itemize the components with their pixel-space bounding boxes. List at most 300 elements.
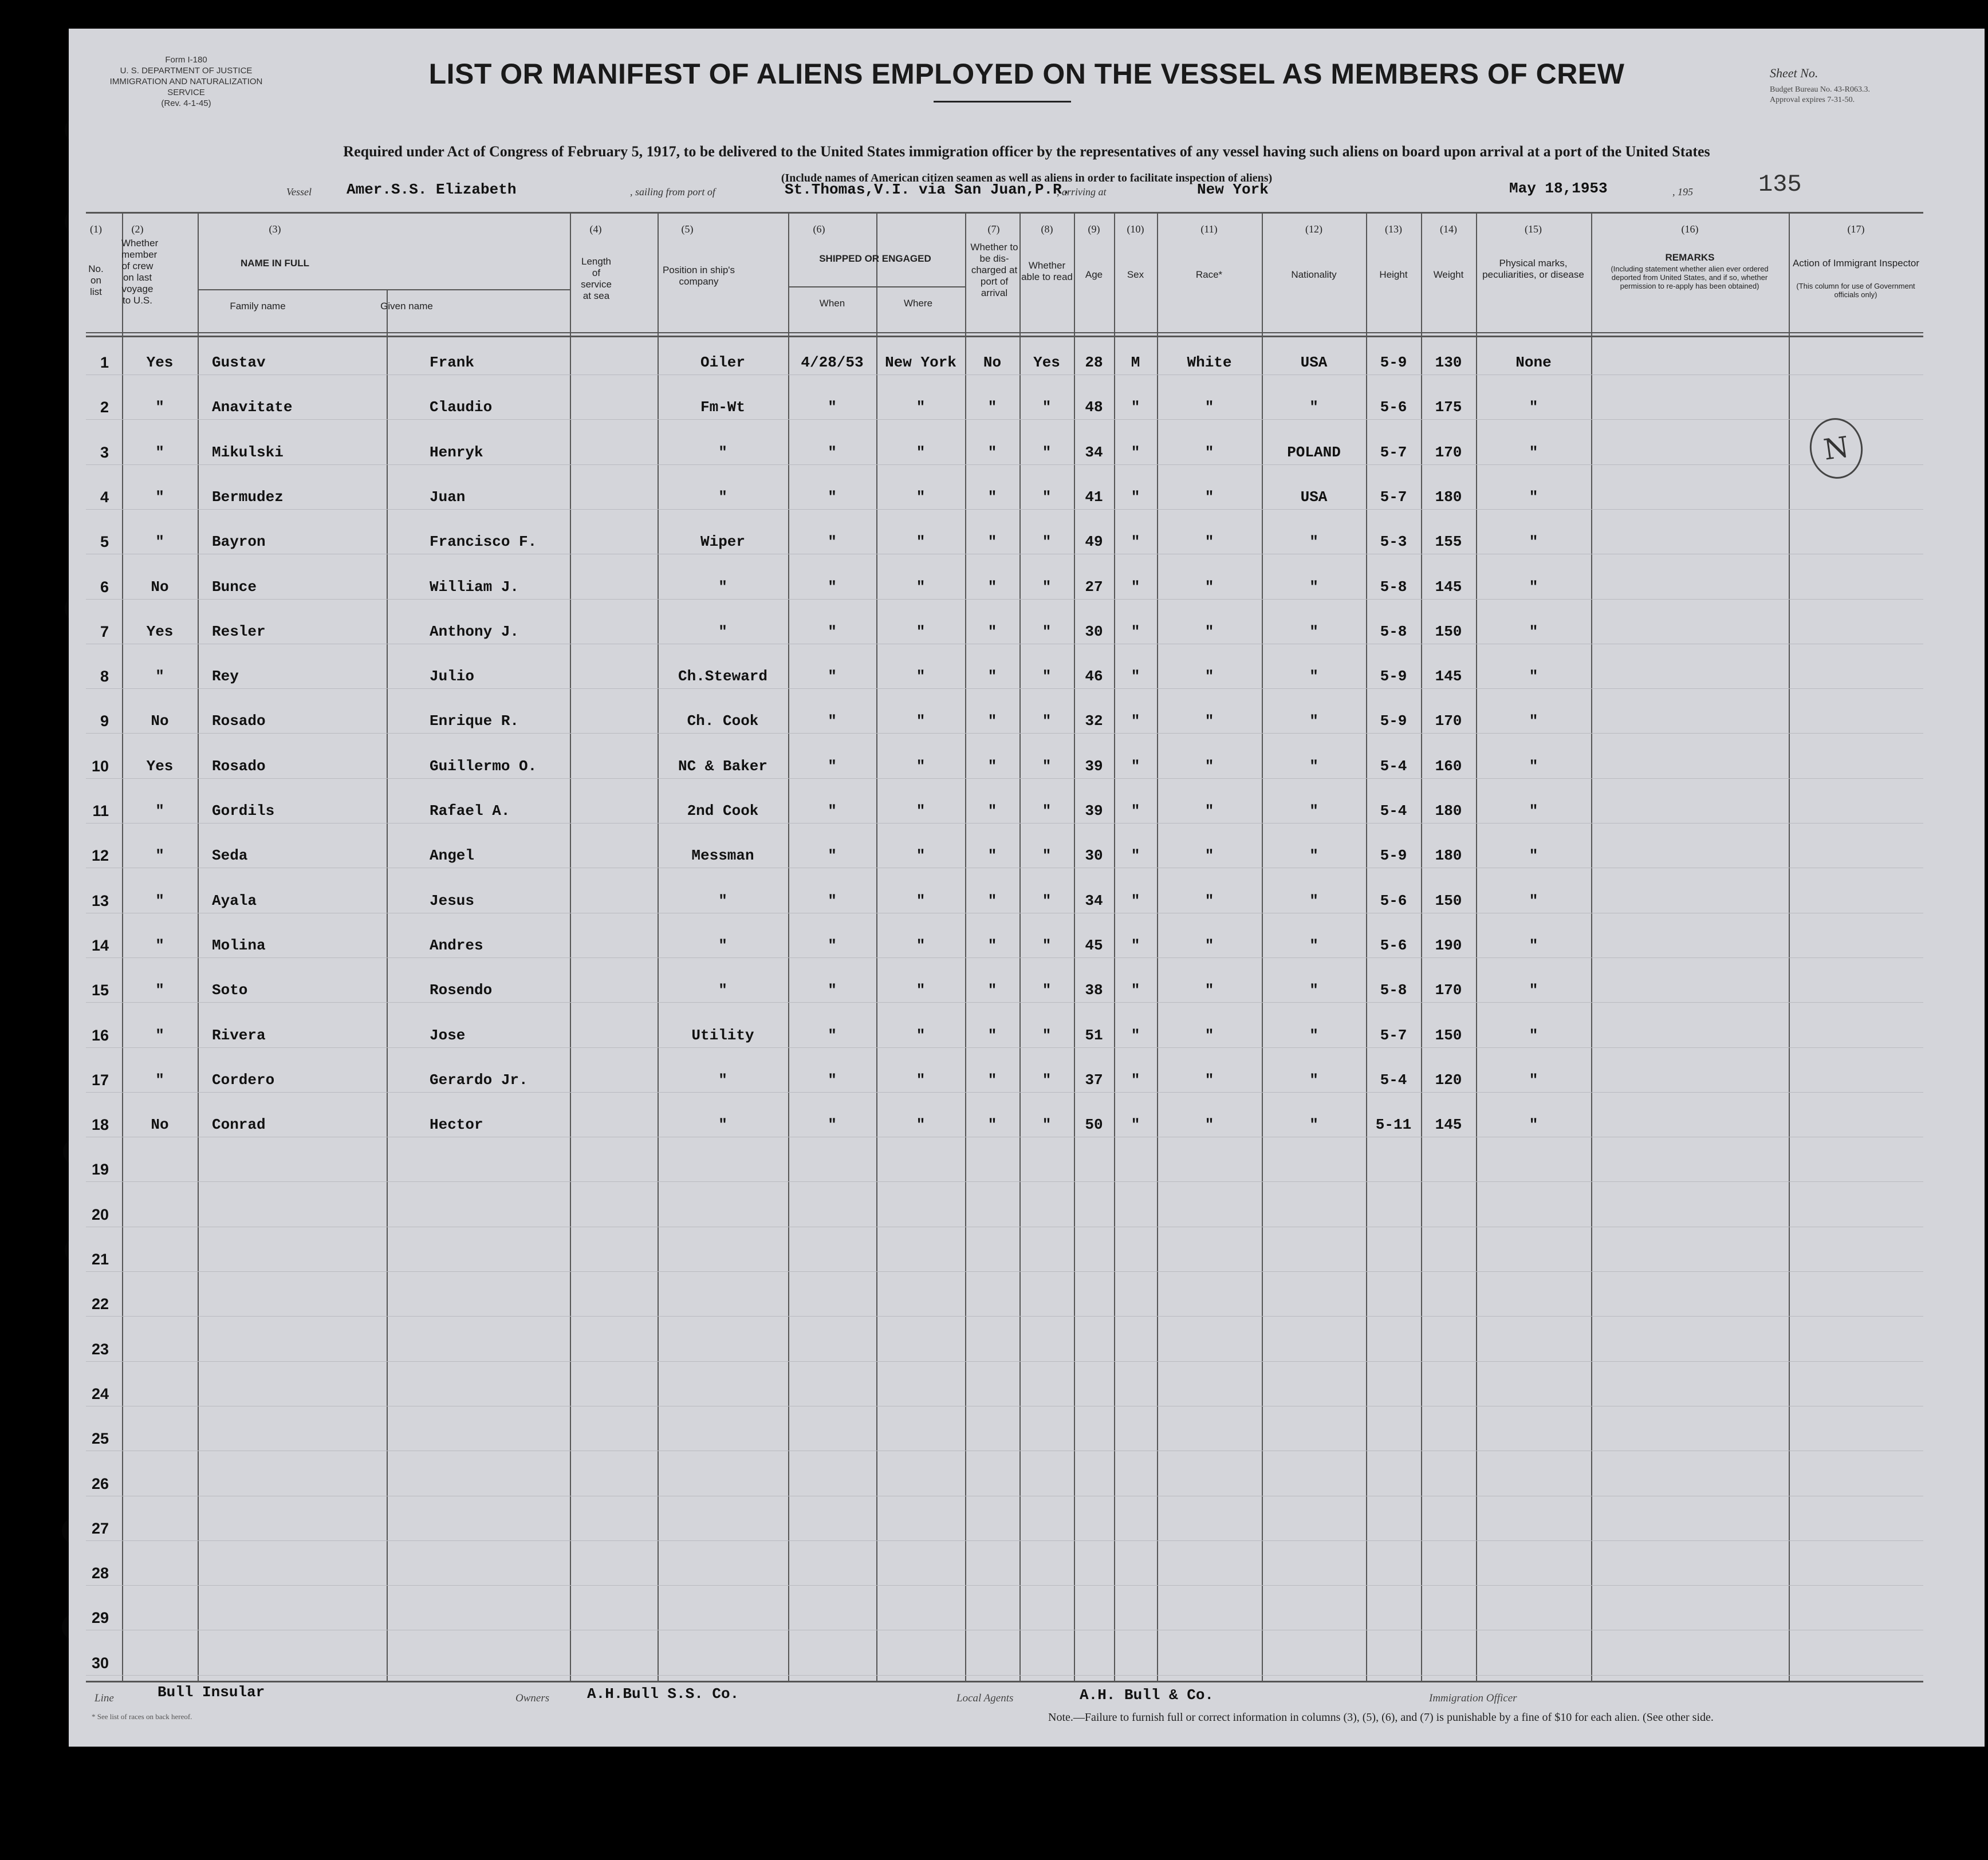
cell-when: " [828, 533, 837, 550]
cell-where: " [916, 623, 926, 640]
row-number: 23 [91, 1341, 109, 1358]
cell-position: Ch. Cook [687, 712, 759, 730]
cell-member: " [155, 533, 164, 550]
cell-sex: " [1131, 1071, 1140, 1089]
row-number: 22 [91, 1295, 109, 1313]
col-action-note: (This column for use of Government officials only) [1796, 282, 1915, 299]
cell-weight: 190 [1435, 937, 1462, 954]
cell-age: 39 [1085, 758, 1103, 775]
cell-sex: " [1131, 758, 1140, 775]
form-dept: U. S. DEPARTMENT OF JUSTICE [120, 66, 253, 76]
cell-age: 41 [1085, 488, 1103, 506]
cell-family: Seda [212, 847, 248, 864]
cell-race: " [1204, 533, 1214, 550]
owners-value: A.H.Bull S.S. Co. [587, 1685, 739, 1703]
port-to: New York [1197, 181, 1269, 198]
cell-family: Soto [212, 982, 248, 999]
cell-sex: " [1131, 982, 1140, 999]
cell-height: 5-7 [1380, 488, 1407, 506]
row-number: 8 [100, 668, 109, 685]
cell-where: " [916, 892, 926, 909]
cell-height: 5-9 [1380, 354, 1407, 371]
cell-age: 49 [1085, 533, 1103, 550]
cell-sex: " [1131, 712, 1140, 730]
cell-member: " [155, 847, 164, 864]
cell-sex: " [1131, 847, 1140, 864]
cell-nationality: " [1309, 533, 1318, 550]
cell-when: " [828, 399, 837, 416]
owners-label: Owners [515, 1692, 550, 1704]
cell-discharged: " [987, 1071, 997, 1089]
row-guide [86, 1361, 1923, 1362]
cell-physical: " [1529, 444, 1538, 461]
cell-when: " [828, 802, 837, 819]
cell-given: Enrique R. [430, 712, 519, 730]
cell-discharged: " [987, 982, 997, 999]
cell-age: 34 [1085, 892, 1103, 909]
cell-weight: 180 [1435, 802, 1462, 819]
cell-sex: " [1131, 668, 1140, 685]
cell-discharged: " [987, 1027, 997, 1044]
cell-height: 5-8 [1380, 623, 1407, 640]
port-from: St.Thomas,V.I. via San Juan,P.R. [785, 181, 1071, 198]
col17-number: (17) [1847, 223, 1865, 235]
cell-when: " [828, 488, 837, 506]
cell-race: " [1204, 892, 1214, 909]
cell-height: 5-6 [1380, 937, 1407, 954]
cell-position: " [718, 578, 727, 596]
cell-sex: " [1131, 1027, 1140, 1044]
cell-weight: 180 [1435, 488, 1462, 506]
cell-age: 34 [1085, 444, 1103, 461]
cell-read: " [1042, 623, 1052, 640]
cell-physical: " [1529, 623, 1538, 640]
col12-number: (12) [1305, 223, 1322, 235]
cell-discharged: " [987, 488, 997, 506]
col-sex: Sex [1127, 269, 1144, 280]
cell-position: Fm-Wt [700, 399, 745, 416]
cell-read: " [1042, 488, 1052, 506]
cell-sex: " [1131, 399, 1140, 416]
cell-nationality: " [1309, 712, 1318, 730]
row-number: 25 [91, 1430, 109, 1447]
cell-member: " [155, 444, 164, 461]
cell-family: Rey [212, 668, 239, 685]
cell-physical: " [1529, 712, 1538, 730]
cell-discharged: " [987, 758, 997, 775]
cell-height: 5-6 [1380, 399, 1407, 416]
cell-given: Henryk [430, 444, 483, 461]
col-given-name: Given name [380, 301, 433, 312]
col-height: Height [1379, 269, 1408, 280]
cell-member: Yes [146, 758, 174, 775]
cell-family: Anavitate [212, 399, 293, 416]
col-when: When [819, 298, 845, 309]
cell-sex: M [1131, 354, 1140, 371]
cell-read: " [1042, 1071, 1052, 1089]
cell-where: " [916, 578, 926, 596]
form-rev: (Rev. 4-1-45) [161, 98, 211, 108]
cell-height: 5-6 [1380, 892, 1407, 909]
row-number: 29 [91, 1609, 109, 1626]
row-rule [86, 336, 1923, 337]
cell-nationality: " [1309, 758, 1318, 775]
cell-age: 48 [1085, 399, 1103, 416]
col-action-inspector: Action of Immigrant Inspector [1792, 258, 1920, 269]
vessel-name: Amer.S.S. Elizabeth [347, 181, 517, 198]
row-number: 15 [91, 982, 109, 999]
row-guide [86, 1585, 1923, 1586]
title-rule [934, 101, 1071, 103]
cell-sex: " [1131, 488, 1140, 506]
cell-height: 5-4 [1380, 1071, 1407, 1089]
cell-race: " [1204, 1116, 1214, 1133]
cell-where: " [916, 488, 926, 506]
budget-info [1770, 85, 1942, 105]
cell-nationality: POLAND [1287, 444, 1341, 461]
cell-physical: " [1529, 1027, 1538, 1044]
cell-family: Gordils [212, 802, 275, 819]
column-rule [1591, 212, 1592, 1681]
cell-given: Jose [430, 1027, 466, 1044]
col1-number: (1) [90, 223, 102, 235]
sheet-stamp-number: 135 [1758, 171, 1802, 198]
cell-given: Francisco F. [430, 533, 537, 550]
cell-family: Cordero [212, 1071, 275, 1089]
cell-physical: " [1529, 802, 1538, 819]
cell-where: New York [885, 354, 956, 371]
cell-race: " [1204, 847, 1214, 864]
cell-where: " [916, 712, 926, 730]
sailing-label: , sailing from port of [630, 186, 715, 198]
row-guide [86, 1271, 1923, 1272]
cell-where: " [916, 1071, 926, 1089]
cell-age: 51 [1085, 1027, 1103, 1044]
cell-sex: " [1131, 892, 1140, 909]
col3-number: (3) [269, 223, 281, 235]
row-number: 2 [100, 399, 109, 416]
row-number: 7 [100, 623, 109, 640]
subtitle: Required under Act of Congress of February 5, 1917, to be delivered to the United States immigration officer by the representatives of any vessel having such aliens on board upon arrival at a port of the United States [343, 143, 1710, 160]
row-number: 21 [91, 1251, 109, 1268]
cell-where: " [916, 802, 926, 819]
cell-discharged: " [987, 533, 997, 550]
cell-physical: " [1529, 982, 1538, 999]
cell-race: " [1204, 937, 1214, 954]
cell-height: 5-3 [1380, 533, 1407, 550]
cell-where: " [916, 399, 926, 416]
cell-given: Jesus [430, 892, 475, 909]
col-race: Race* [1195, 269, 1223, 280]
cell-race: " [1204, 712, 1214, 730]
cell-discharged: " [987, 937, 997, 954]
cell-position: " [718, 892, 727, 909]
cell-sex: " [1131, 1116, 1140, 1133]
form-service: IMMIGRATION AND NATURALIZATION SERVICE [109, 77, 263, 97]
cell-weight: 160 [1435, 758, 1462, 775]
cell-race: " [1204, 488, 1214, 506]
cell-family: Rosado [212, 758, 266, 775]
cell-member: Yes [146, 354, 174, 371]
cell-sex: " [1131, 444, 1140, 461]
cell-discharged: " [987, 444, 997, 461]
cell-discharged: " [987, 892, 997, 909]
cell-member: Yes [146, 623, 174, 640]
sheet-number-label: Sheet No. [1770, 66, 1818, 80]
cell-height: 5-8 [1380, 982, 1407, 999]
cell-position: " [718, 623, 727, 640]
cell-sex: " [1131, 937, 1140, 954]
row-guide [86, 778, 1923, 779]
cell-member: " [155, 892, 164, 909]
cell-family: Ayala [212, 892, 257, 909]
cell-weight: 170 [1435, 982, 1462, 999]
cell-height: 5-4 [1380, 802, 1407, 819]
cell-height: 5-9 [1380, 847, 1407, 864]
cell-discharged: " [987, 399, 997, 416]
cell-where: " [916, 1027, 926, 1044]
cell-nationality: " [1309, 668, 1318, 685]
cell-family: Rosado [212, 712, 266, 730]
row-number: 20 [91, 1206, 109, 1223]
row-number: 6 [100, 578, 109, 596]
col11-number: (11) [1200, 223, 1218, 235]
col16-number: (16) [1681, 223, 1699, 235]
cell-where: " [916, 847, 926, 864]
cell-family: Bunce [212, 578, 257, 596]
row-guide [86, 1540, 1923, 1541]
cell-family: Bayron [212, 533, 266, 550]
cell-given: Rafael A. [430, 802, 510, 819]
row-guide [86, 1316, 1923, 1317]
row-rule [86, 332, 1923, 333]
row-number: 10 [91, 758, 109, 775]
cell-nationality: " [1309, 578, 1318, 596]
year-label: , 195 [1672, 186, 1693, 198]
col-remarks: REMARKS [1665, 252, 1715, 263]
cell-family: Resler [212, 623, 266, 640]
cell-read: " [1042, 758, 1052, 775]
cell-age: 39 [1085, 802, 1103, 819]
form-number: Form I-180 [165, 55, 207, 65]
cell-when: " [828, 623, 837, 640]
cell-member: No [151, 712, 169, 730]
column-rule [198, 212, 199, 1681]
cell-when: " [828, 982, 837, 999]
cell-when: " [828, 892, 837, 909]
cell-read: " [1042, 444, 1052, 461]
budget-bureau: Budget Bureau No. 43-R063.3. [1770, 85, 1870, 94]
cell-weight: 145 [1435, 1116, 1462, 1133]
cell-member: No [151, 578, 169, 596]
cell-when: " [828, 847, 837, 864]
cell-when: " [828, 712, 837, 730]
cell-nationality: USA [1300, 354, 1328, 371]
races-note: * See list of races on back hereof. [92, 1712, 192, 1721]
cell-physical: " [1529, 668, 1538, 685]
cell-given: Gerardo Jr. [430, 1071, 528, 1089]
cell-position: Utility [691, 1027, 754, 1044]
row-number: 27 [91, 1520, 109, 1537]
cell-discharged: " [987, 623, 997, 640]
cell-age: 30 [1085, 623, 1103, 640]
cell-family: Gustav [212, 354, 266, 371]
cell-physical: " [1529, 488, 1538, 506]
row-rule [198, 289, 570, 290]
cell-position: 2nd Cook [687, 802, 759, 819]
cell-position: " [718, 1071, 727, 1089]
row-number: 4 [100, 488, 109, 506]
cell-discharged: " [987, 847, 997, 864]
cell-given: Rosendo [430, 982, 493, 999]
col4-number: (4) [589, 223, 602, 235]
cell-physical: " [1529, 758, 1538, 775]
cell-when: " [828, 937, 837, 954]
cell-when: " [828, 668, 837, 685]
agents-label: Local Agents [956, 1692, 1014, 1704]
cell-weight: 150 [1435, 892, 1462, 909]
cell-position: " [718, 937, 727, 954]
cell-weight: 170 [1435, 444, 1462, 461]
cell-nationality: " [1309, 937, 1318, 954]
cell-nationality: " [1309, 847, 1318, 864]
cell-race: " [1204, 982, 1214, 999]
cell-family: Conrad [212, 1116, 266, 1133]
cell-read: " [1042, 399, 1052, 416]
row-number: 28 [91, 1565, 109, 1582]
cell-weight: 170 [1435, 712, 1462, 730]
cell-discharged: No [983, 354, 1002, 371]
row-rule [86, 1681, 1923, 1682]
cell-sex: " [1131, 578, 1140, 596]
row-number: 19 [91, 1161, 109, 1178]
cell-physical: " [1529, 533, 1538, 550]
page-title: LIST OR MANIFEST OF ALIENS EMPLOYED ON THE VESSEL AS MEMBERS OF CREW [428, 58, 1625, 90]
cell-read: " [1042, 533, 1052, 550]
cell-read: " [1042, 847, 1052, 864]
cell-physical: " [1529, 1116, 1538, 1133]
cell-read: " [1042, 937, 1052, 954]
row-number: 30 [91, 1654, 109, 1672]
cell-nationality: " [1309, 623, 1318, 640]
cell-nationality: " [1309, 892, 1318, 909]
column-rule [1789, 212, 1790, 1681]
cell-height: 5-9 [1380, 668, 1407, 685]
col-name-in-full: NAME IN FULL [241, 258, 309, 269]
cell-position: " [718, 982, 727, 999]
row-guide [86, 1002, 1923, 1003]
cell-given: Hector [430, 1116, 483, 1133]
col-weight: Weight [1433, 269, 1464, 280]
col-discharged: Whether to be dis-charged at port of arrival [970, 242, 1018, 298]
cell-position: Oiler [700, 354, 745, 371]
col6-number: (6) [813, 223, 825, 235]
col15-number: (15) [1525, 223, 1542, 235]
vessel-label: Vessel [286, 186, 312, 198]
col14-number: (14) [1440, 223, 1457, 235]
col13-number: (13) [1385, 223, 1402, 235]
cell-member: " [155, 399, 164, 416]
fine-note: Note.—Failure to furnish full or correct information in columns (3), (5), (6), and (7) is punishable by a fine of $10 for each alien. (See other side. [1048, 1711, 1714, 1724]
cell-member: " [155, 802, 164, 819]
cell-member: " [155, 982, 164, 999]
cell-read: " [1042, 802, 1052, 819]
cell-physical: " [1529, 1071, 1538, 1089]
agents-value: A.H. Bull & Co. [1080, 1686, 1214, 1704]
col-whether-member: Whether member of crew on last voyage to U.S. [121, 238, 159, 306]
arrival-date: May 18,1953 [1509, 180, 1608, 197]
col9-number: (9) [1088, 223, 1100, 235]
cell-physical: " [1529, 937, 1538, 954]
cell-given: Anthony J. [430, 623, 519, 640]
cell-weight: 180 [1435, 847, 1462, 864]
cell-weight: 130 [1435, 354, 1462, 371]
cell-weight: 120 [1435, 1071, 1462, 1089]
row-rule [86, 212, 1923, 214]
cell-member: " [155, 668, 164, 685]
cell-read: " [1042, 982, 1052, 999]
row-guide [86, 1047, 1923, 1048]
row-number: 3 [100, 444, 109, 461]
cell-age: 28 [1085, 354, 1103, 371]
row-number: 9 [100, 712, 109, 730]
cell-nationality: " [1309, 399, 1318, 416]
col-length-service: Length of service at sea [581, 256, 612, 301]
cell-sex: " [1131, 623, 1140, 640]
cell-weight: 150 [1435, 623, 1462, 640]
cell-physical: " [1529, 847, 1538, 864]
cell-discharged: " [987, 802, 997, 819]
cell-age: 30 [1085, 847, 1103, 864]
cell-height: 5-4 [1380, 758, 1407, 775]
cell-race: " [1204, 1027, 1214, 1044]
column-rule [570, 212, 571, 1681]
cell-given: Frank [430, 354, 475, 371]
row-number: 5 [100, 533, 109, 550]
cell-member: " [155, 1027, 164, 1044]
cell-when: " [828, 1116, 837, 1133]
arriving-label: , arriving at [1057, 186, 1107, 198]
row-number: 14 [91, 937, 109, 954]
officer-label: Immigration Officer [1429, 1692, 1517, 1704]
cell-race: White [1187, 354, 1232, 371]
cell-read: " [1042, 1027, 1052, 1044]
cell-nationality: USA [1300, 488, 1328, 506]
cell-where: " [916, 758, 926, 775]
cell-physical: " [1529, 892, 1538, 909]
cell-weight: 150 [1435, 1027, 1462, 1044]
row-number: 24 [91, 1385, 109, 1402]
cell-position: Ch.Steward [678, 668, 768, 685]
row-guide [86, 599, 1923, 600]
row-guide [86, 1675, 1923, 1676]
row-guide [86, 957, 1923, 958]
row-number: 13 [91, 892, 109, 909]
col-no-on-list: No. on list [88, 263, 104, 297]
col-nationality: Nationality [1291, 269, 1337, 280]
cell-where: " [916, 982, 926, 999]
cell-nationality: " [1309, 1027, 1318, 1044]
cell-given: Claudio [430, 399, 493, 416]
cell-when: " [828, 1027, 837, 1044]
cell-weight: 155 [1435, 533, 1462, 550]
col8-number: (8) [1041, 223, 1053, 235]
row-number: 18 [91, 1116, 109, 1133]
cell-age: 27 [1085, 578, 1103, 596]
approval-expires: Approval expires 7-31-50. [1770, 96, 1855, 104]
cell-discharged: " [987, 668, 997, 685]
cell-weight: 145 [1435, 668, 1462, 685]
